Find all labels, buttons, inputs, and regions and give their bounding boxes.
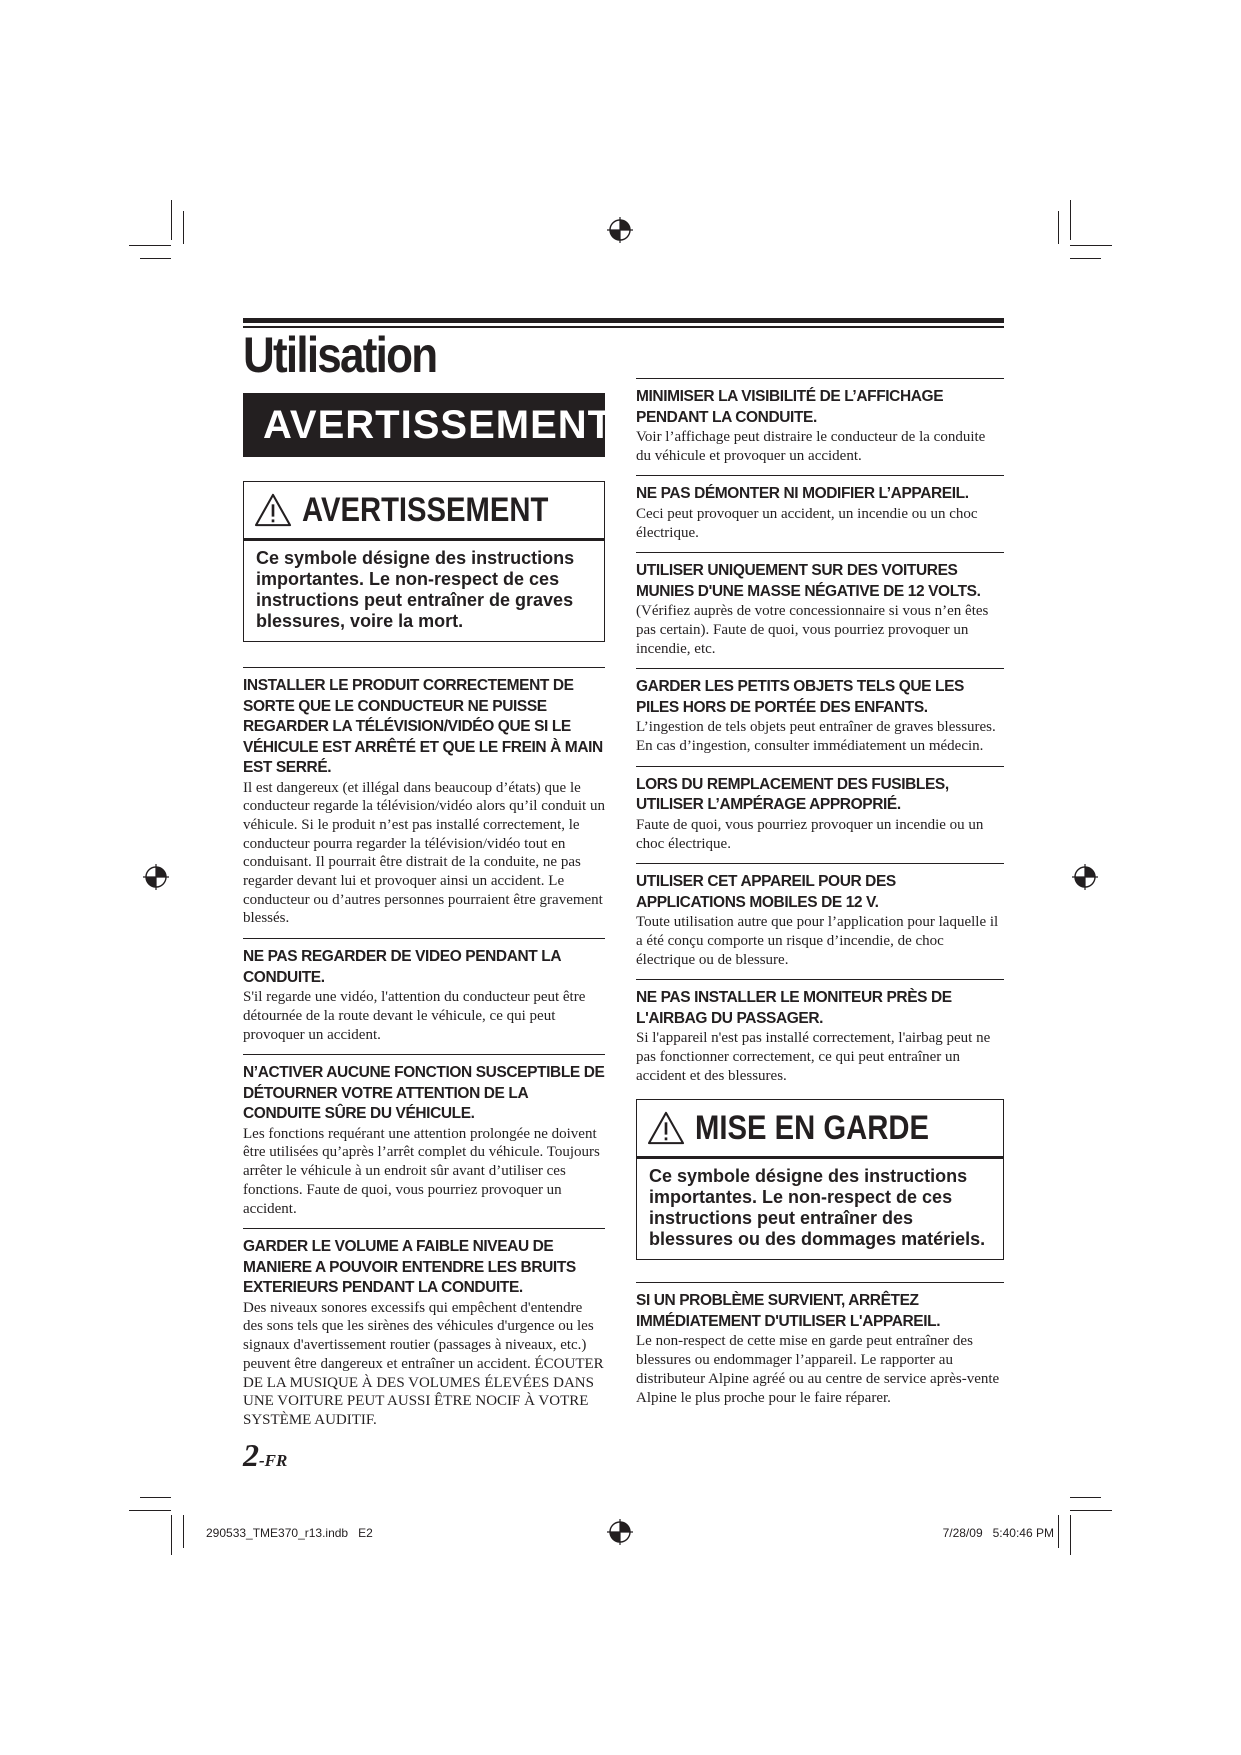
warning-section xyxy=(636,766,1004,853)
section-body: S'il regarde une vidéo, l'attention du conducteur peut être détournée de la route devant le véhicule, ce qui peut provoquer un accident. xyxy=(243,989,586,1043)
section-heading: LORS DU REMPLACEMENT DES FUSIBLES, UTILISER L’AMPÉRAGE APPROPRIÉ. xyxy=(636,775,949,814)
crop-mark xyxy=(183,1515,184,1548)
section-heading: GARDER LE VOLUME A FAIBLE NIVEAU DE MANIERE A POUVOIR ENTENDRE LES BRUITS EXTERIEURS PENDANT LA CONDUITE. xyxy=(243,1238,576,1297)
crop-mark xyxy=(140,258,171,259)
slug-file: 290533_TME370_r13.indb E2 xyxy=(206,1526,373,1540)
crop-mark xyxy=(1070,258,1101,259)
section-heading: INSTALLER LE PRODUIT CORRECTEMENT DE SORTE QUE LE CONDUCTEUR NE PUISSE REGARDER LA TÉLÉVISION/VIDÉO QUE SI LE VÉHICULE EST ARRÊTÉ ET QUE LE FREIN À MAIN EST SERRÉ. xyxy=(243,677,603,776)
section-body: Voir l’affichage peut distraire le conducteur de la conduite du véhicule et provoquer un accident. xyxy=(636,429,986,464)
right-column xyxy=(636,378,1004,1417)
caution-box-title: MISE EN GARDE xyxy=(695,1108,929,1147)
section-body: Si l'appareil n'est pas installé correctement, l'airbag peut ne pas fonctionner correctement, ce qui peut entraîner un accident et des blessures. xyxy=(636,1030,991,1084)
warning-triangle-icon xyxy=(647,1111,685,1145)
warning-section xyxy=(243,1228,605,1429)
section-body: Le non-respect de cette mise en garde peut entraîner des blessures ou endommager l’appareil. Le rapporter au distributeur Alpine agréé ou au centre de service après-vente Alpine le plus proche pour le faire réparer. xyxy=(636,1333,1000,1406)
page-number-value: 2 xyxy=(243,1437,259,1473)
page-number-suffix: -FR xyxy=(259,1451,288,1470)
section-heading: NE PAS DÉMONTER NI MODIFIER L’APPAREIL. xyxy=(636,485,969,503)
caution-box xyxy=(636,1099,1004,1260)
section-heading: NE PAS INSTALLER LE MONITEUR PRÈS DE L'AIRBAG DU PASSAGER. xyxy=(636,989,952,1027)
crop-mark xyxy=(1070,1515,1071,1555)
section-heading: MINIMISER LA VISIBILITÉ DE L’AFFICHAGE PENDANT LA CONDUITE. xyxy=(636,388,944,426)
caution-box-header xyxy=(637,1100,1003,1159)
registration-mark-icon xyxy=(143,864,169,890)
warning-section xyxy=(243,1054,605,1218)
section-heading: UTILISER CET APPAREIL POUR DES APPLICATIONS MOBILES DE 12 V. xyxy=(636,873,896,911)
warning-triangle-icon xyxy=(254,493,292,527)
crop-mark xyxy=(1058,211,1059,244)
section-body: Toute utilisation autre que pour l’application pour laquelle il a été conçu comporte un risque d’incendie, de choc électrique ou de blessure. xyxy=(636,914,999,968)
caution-section xyxy=(636,1282,1004,1407)
registration-mark-icon xyxy=(1072,864,1098,890)
crop-mark xyxy=(129,245,171,246)
warning-box-title: AVERTISSEMENT xyxy=(302,490,549,529)
crop-mark xyxy=(171,1515,172,1555)
slug-timestamp: 7/28/09 5:40:46 PM xyxy=(942,1526,1054,1540)
page-number xyxy=(243,1437,287,1474)
warning-section xyxy=(636,475,1004,542)
warning-section xyxy=(636,863,1004,969)
section-heading: UTILISER UNIQUEMENT SUR DES VOITURES MUNIES D'UNE MASSE NÉGATIVE DE 12 VOLTS. xyxy=(636,562,981,600)
warning-section xyxy=(636,378,1004,465)
section-body: Faute de quoi, vous pourriez provoquer un incendie ou un choc électrique. xyxy=(636,816,984,852)
warning-section xyxy=(636,979,1004,1085)
warning-section xyxy=(243,667,605,928)
crop-mark xyxy=(1058,1515,1059,1548)
section-body: Il est dangereux (et illégal dans beaucoup d’états) que le conducteur regarde la télévision/vidéo alors qu’il conduit un véhicule. Si le produit n’est pas installé correctement, le conducteur pourra regarder la télévision/vidéo tout en conduisant. Il pourrait être distrait de la conduite, ne pas regarder devant lui et provoquer ainsi un accident. Le conducteur ou d’autres personnes pourraient être gravement blessés. xyxy=(243,779,605,927)
warning-section xyxy=(636,552,1004,658)
warning-box xyxy=(243,481,605,642)
section-body: (Vérifiez auprès de votre concessionnaire si vous n’en êtes pas certain). Faute de quoi, vous pourriez provoquer un incendie, etc. xyxy=(636,603,989,657)
warning-box-header xyxy=(244,482,604,541)
crop-mark xyxy=(1070,1510,1112,1511)
section-heading: SI UN PROBLÈME SURVIENT, ARRÊTEZ IMMÉDIATEMENT D'UTILISER L'APPAREIL. xyxy=(636,1292,941,1330)
crop-mark xyxy=(140,1497,171,1498)
left-column xyxy=(243,393,614,1440)
warning-section xyxy=(636,668,1004,755)
registration-mark-icon xyxy=(607,217,633,243)
title-rule xyxy=(243,318,1004,323)
section-body: Ceci peut provoquer un accident, un incendie ou un choc électrique. xyxy=(636,505,978,541)
crop-mark xyxy=(129,1510,171,1511)
warning-box-text: Ce symbole désigne des instructions importantes. Le non-respect de ces instructions peut entraîner de graves blessures, voire la mort. xyxy=(256,548,575,631)
crop-mark xyxy=(1070,245,1112,246)
section-heading: N’ACTIVER AUCUNE FONCTION SUSCEPTIBLE DE DÉTOURNER VOTRE ATTENTION DE LA CONDUITE SÛRE DU VÉHICULE. xyxy=(243,1064,605,1123)
crop-mark xyxy=(1070,1497,1101,1498)
crop-mark xyxy=(171,200,172,240)
section-heading: NE PAS REGARDER DE VIDEO PENDANT LA CONDUITE. xyxy=(243,948,561,986)
left-sections xyxy=(243,667,605,1430)
crop-mark xyxy=(1070,200,1071,240)
warning-section xyxy=(243,938,605,1044)
page-title: Utilisation xyxy=(243,327,437,383)
crop-mark xyxy=(183,211,184,244)
section-body: Les fonctions requérant une attention prolongée ne doivent être utilisées qu’après l’arrêt complet du véhicule. Toujours arrêter le véhicule à un endroit sûr avant d’utiliser ces fonctions. Faute de quoi, vous pourriez provoquer un accident. xyxy=(243,1125,600,1217)
registration-mark-icon xyxy=(607,1519,633,1545)
section-body: L’ingestion de tels objets peut entraîner de graves blessures. En cas d’ingestion, consulter immédiatement un médecin. xyxy=(636,719,996,755)
warning-banner: AVERTISSEMENT xyxy=(243,393,605,457)
section-body: Des niveaux sonores excessifs qui empêchent d'entendre des sons tels que les sirènes des véhicules d'urgence ou les signaux d'avertissement routier (passages à niveaux, etc.) peuvent être dangereux et entraîner un accident. ÉCOUTER DE LA MUSIQUE À DES VOLUMES ÉLEVÉES DANS UNE VOITURE PEUT AUSSI ÊTRE NOCIF À VOTRE SYSTÈME AUDITIF. xyxy=(243,1299,604,1428)
section-heading: GARDER LES PETITS OBJETS TELS QUE LES PILES HORS DE PORTÉE DES ENFANTS. xyxy=(636,678,964,716)
caution-box-text: Ce symbole désigne des instructions importantes. Le non-respect de ces instructions peut entraîner des blessures ou des dommages matériels. xyxy=(649,1166,986,1250)
